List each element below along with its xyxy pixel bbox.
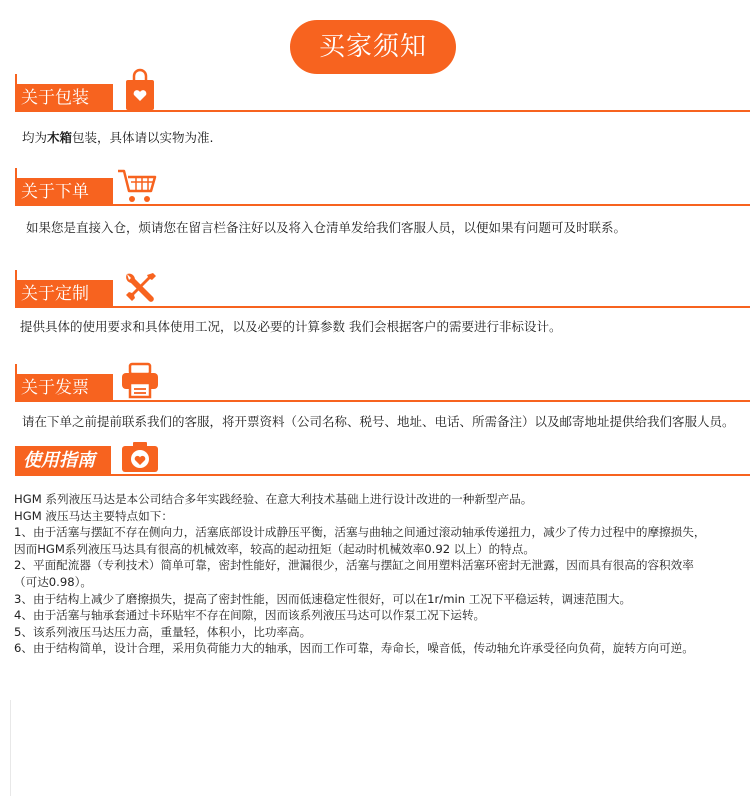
shopping-bag-heart-icon: [124, 68, 156, 112]
guide-line: （可达0.98）。: [14, 574, 92, 589]
guide-line: 5、该系列液压马达压力高，重量轻，体积小，比功率高。: [14, 624, 312, 639]
guide-text-block: [14, 491, 705, 657]
section-title-custom: 关于定制: [15, 280, 113, 308]
guide-line: 4、由于活塞与轴承套通过卡环贴牢不存在间隙，因而该系列液压马达可以作泵工况下运转。: [14, 608, 486, 623]
section-text-custom: 提供具体的使用要求和具体使用工况，以及必要的计算参数 我们会根据客户的需要进行非标设计。: [20, 319, 562, 334]
guide-line: HGM 系列液压马达是本公司结合多年实践经验、在意大利技术基础上进行设计改进的一种新型产品。: [14, 492, 533, 506]
page-edge-divider: [10, 700, 11, 796]
guide-line: 3、由于结构上减少了磨擦损失，提高了密封性能，因而低速稳定性很好，可以在1r/min 工况下平稳运转，调速范围大。: [14, 591, 632, 606]
section-underline: [113, 306, 750, 308]
section-underline: [113, 400, 750, 402]
camera-heart-icon: [120, 440, 160, 474]
wrench-screwdriver-icon: [121, 270, 159, 306]
section-underline: [113, 204, 750, 206]
guide-line: 因而HGM系列液压马达具有很高的机械效率，较高的起动扭矩（起动时机械效率0.92 以上）的特点。: [14, 541, 535, 556]
section-title-guide: 使用指南: [15, 446, 111, 476]
section-underline: [113, 110, 750, 112]
printer-icon: [120, 362, 160, 400]
guide-line: HGM 液压马达主要特点如下：: [14, 508, 173, 523]
section-text-packaging: 均为木箱包装，具体请以实物为准.: [22, 130, 214, 145]
page-title: 买家须知: [290, 20, 456, 74]
guide-line: 6、由于结构简单，设计合理，采用负荷能力大的轴承，因而工作可靠，寿命长，噪音低，传动轴允许承受径向负荷，旋转方向可逆。: [14, 641, 694, 656]
section-text-order: 如果您是直接入仓，烦请您在留言栏备注好以及将入仓清单发给我们客服人员，以便如果有问题可及时联系。: [26, 220, 627, 235]
section-title-order: 关于下单: [15, 178, 113, 206]
guide-line: 1、由于活塞与摆缸不存在侧向力，活塞底部设计成静压平衡，活塞与曲轴之间通过滚动轴承传递扭力，减少了传力过程中的摩擦损失，: [14, 525, 706, 540]
section-title-packaging: 关于包装: [15, 84, 113, 112]
section-title-invoice: 关于发票: [15, 374, 113, 402]
guide-line: 2、平面配流器（专利技术）简单可靠，密封性能好，泄漏很少，活塞与摆缸之间用塑料活塞环密封无泄露，因而具有很高的容积效率: [14, 558, 694, 573]
shopping-cart-icon: [116, 168, 158, 204]
section-text-invoice: 请在下单之前提前联系我们的客服，将开票资料（公司名称、税号、地址、电话、所需备注）以及邮寄地址提供给我们客服人员。: [22, 414, 735, 429]
section-underline: [111, 474, 750, 476]
